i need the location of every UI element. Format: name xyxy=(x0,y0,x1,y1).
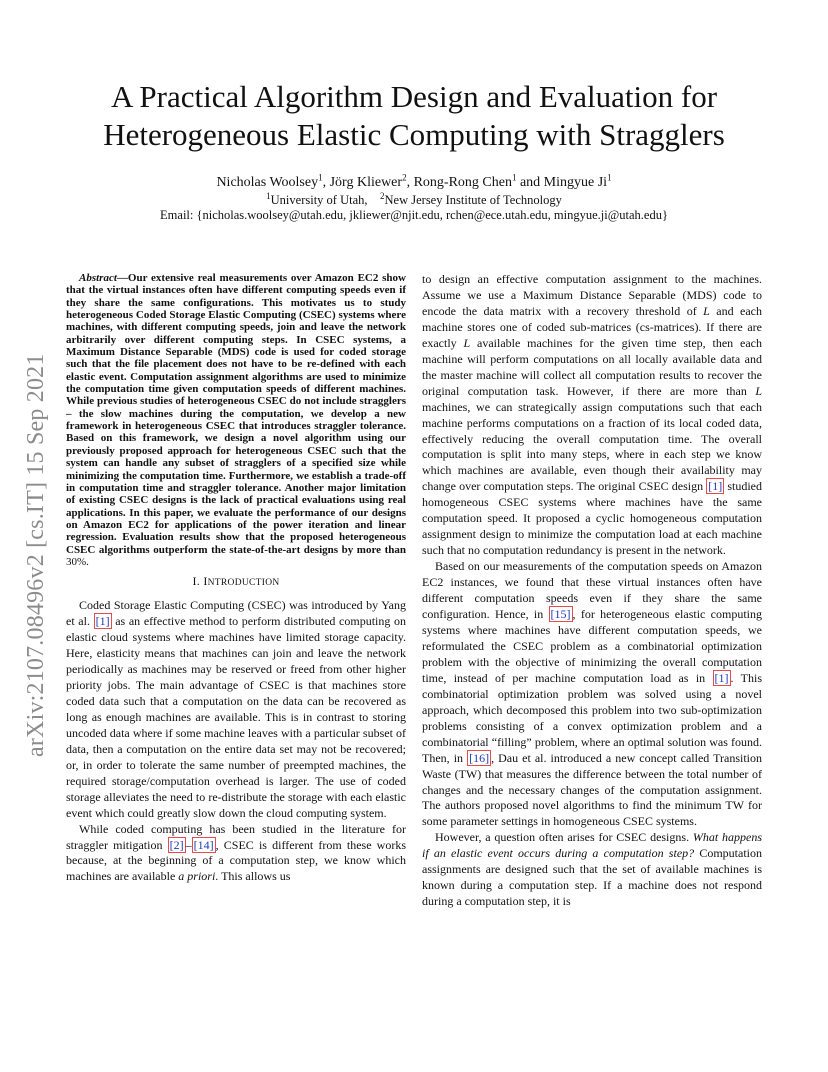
paragraph: However, a question often arises for CSEC designs. What happens if an elastic event occurs during a computation step? Computation assignments are designed such that the set of available machines is known during a computation step. If a machine does not respond during a computation step, it is xyxy=(422,830,762,909)
paragraph: While coded computing has been studied in the literature for straggler mitigation [2] – [14] , CSEC is different from these works because, at the beginning of a computation step, we know which machines are available a priori. This allows us xyxy=(66,821,407,884)
title-line-2: Heterogeneous Elastic Computing with Stragglers xyxy=(103,117,725,152)
section-heading-introduction xyxy=(66,574,406,592)
affiliation-2: New Jersey Institute of Technology xyxy=(384,193,562,207)
citation-link[interactable]: [1] xyxy=(95,614,110,629)
paragraph: Coded Storage Elastic Computing (CSEC) was introduced by Yang et al. [1] as an effective method to perform distributed computing on elastic cloud systems where machines have limited storage capacity. Here, elasticity means that machines can join and leave the network periodically as machines may be reserved or freed from other higher priority jobs. The main advantage of CSEC is that machines store coded data such that a computation on the data can be recovered as long as enough machines are available. This is in contrast to storing uncoded data where if some machine leaves with a particular subset of data, then a computation on the entire data set may not be recovered; or, in order to tolerate the same number of preempted machines, the required storage/computation overhead is larger. The use of coded storage alleviates the need to re-distribute the storage with each elastic event which could greatly slow down the cloud computing system. xyxy=(66,598,406,820)
arxiv-identifier: arXiv:2107.08496v2 [cs.IT] 15 Sep 2021 xyxy=(23,353,49,757)
section-number: I. I xyxy=(192,574,208,589)
abstract-percent: 30%. xyxy=(66,555,89,568)
citation-link[interactable]: [2] xyxy=(169,837,184,852)
citation-link[interactable]: [14] xyxy=(193,837,214,852)
affil-mark: 1 xyxy=(266,190,271,201)
author-name: Rong-Rong Chen xyxy=(413,175,512,190)
affiliation-1: University of Utah, xyxy=(270,193,368,207)
affil-mark: 2 xyxy=(380,190,385,201)
left-column xyxy=(66,272,406,885)
author-and: and xyxy=(519,175,541,190)
author-affil-mark: 2 xyxy=(402,172,407,183)
author-affil-mark: 1 xyxy=(511,172,517,183)
author-emails: Email: {nicholas.woolsey@utah.edu, jkliewer@njit.edu, rchen@ece.utah.edu, mingyue.ji@utah.edu} xyxy=(160,208,668,222)
citation-link[interactable]: [1] xyxy=(708,479,723,494)
paper-title xyxy=(40,78,788,154)
author-name: Mingyue Ji xyxy=(543,175,608,190)
paragraph: to design an effective computation assignment to the machines. Assume we use a Maximum Distance Separable (MDS) code to encode the data matrix with a recovery threshold of L and each machine stores one of coded sub-matrices (cs-matrices). If there are exactly L available machines for the given time step, then each machine will perform computations on all locally available data and the master machine will collect all computation results to recover the original computation task. However, if there are more than L machines, we can strategically assign computations such that each machine performs computations on a fraction of its local coded data, effectively reducing the overall computation time. The overall computation is split into many steps, where in each step we know which machines are available, even though their availability may change over computation steps. The original CSEC design [1] studied homogeneous CSEC systems where machines have the same computation speed. It proposed a cyclic homogeneous computation assignment design to minimize the computation load at each machine such that no computation redundancy is present in the network. xyxy=(422,272,762,558)
citation-link[interactable]: [1] xyxy=(714,670,729,685)
title-line-1: A Practical Algorithm Design and Evaluation for xyxy=(110,79,718,114)
author-name: Nicholas Woolsey xyxy=(216,175,319,190)
abstract xyxy=(66,272,406,568)
affiliations xyxy=(40,192,788,208)
author-name: Jörg Kliewer xyxy=(329,175,403,190)
paragraph: Based on our measurements of the computation speeds on Amazon EC2 instances, we found that these virtual instances often have different computation speeds even if they share the same configuration. Hence, in [15] , for heterogeneous elastic computing systems where machines have different computation speeds, we reformulated the CSEC problem as a combinatorial optimization problem with the objective of minimizing the overall computation time, instead of per machine computation load as in [1] . This combinatorial optimization problem was solved using a novel approach, which decomposed this problem into two sub-optimization problems consisting of a convex optimization problem and a combinatorial “filling” problem, where an optimal solution was found. Then, in [16] , Dau et al. introduced a new concept called Transition Waste (TW) that measures the difference between the total number of changes and the necessary changes of the computation assignment. The authors proposed novel algorithms to find the minimum TW for some parameter settings in homogeneous CSEC systems. xyxy=(422,559,763,829)
citation-link[interactable]: [15] xyxy=(550,607,571,622)
author-affil-mark: 1 xyxy=(318,172,323,183)
abstract-label: Abstract xyxy=(79,272,117,284)
section-name: NTRODUCTION xyxy=(207,578,280,589)
arxiv-sidebar xyxy=(20,297,54,757)
author-list: Nicholas Woolsey$^1$, Jörg Kliewer$^2$, Rong-Rong Chen$^1$ and Mingyue Ji$^1$ xyxy=(216,172,612,190)
author-affil-mark: 1 xyxy=(607,172,612,183)
citation-link[interactable]: [16] xyxy=(469,750,490,765)
right-column xyxy=(422,272,762,910)
abstract-text: —Our extensive real measurements over Amazon EC2 show that the virtual instances often have different computing speeds even if they share the same configurations. This motivates us to study heterogeneous Coded Storage Elastic Computing (CSEC) systems where machines, with different computing speeds, join and leave the network arbitrarily over different computing steps. In CSEC systems, a Maximum Distance Separable (MDS) code is used for coded storage such that the file placement does not have to be re-defined with each elastic event. Computation assignment algorithms are used to minimize the computation time given computation speeds of different machines. While previous studies of heterogeneous CSEC do not include stragglers – the slow machines during the computation, we develop a new framework in heterogeneous CSEC that introduces straggler tolerance. Based on this framework, we design a novel algorithm using our previously proposed approach for heterogeneous CSEC such that the system can handle any subset of stragglers of a specified size while minimizing the computation time. Furthermore, we establish a trade-off in computation time and straggler tolerance. Another major limitation of existing CSEC designs is the lack of practical evaluations using real applications. In this paper, we evaluate the performance of our designs on Amazon EC2 for applications of the power iteration and linear regression. Evaluation results show that the proposed heterogeneous CSEC algorithms outperform the state-of-the-art designs by more than xyxy=(66,272,406,556)
